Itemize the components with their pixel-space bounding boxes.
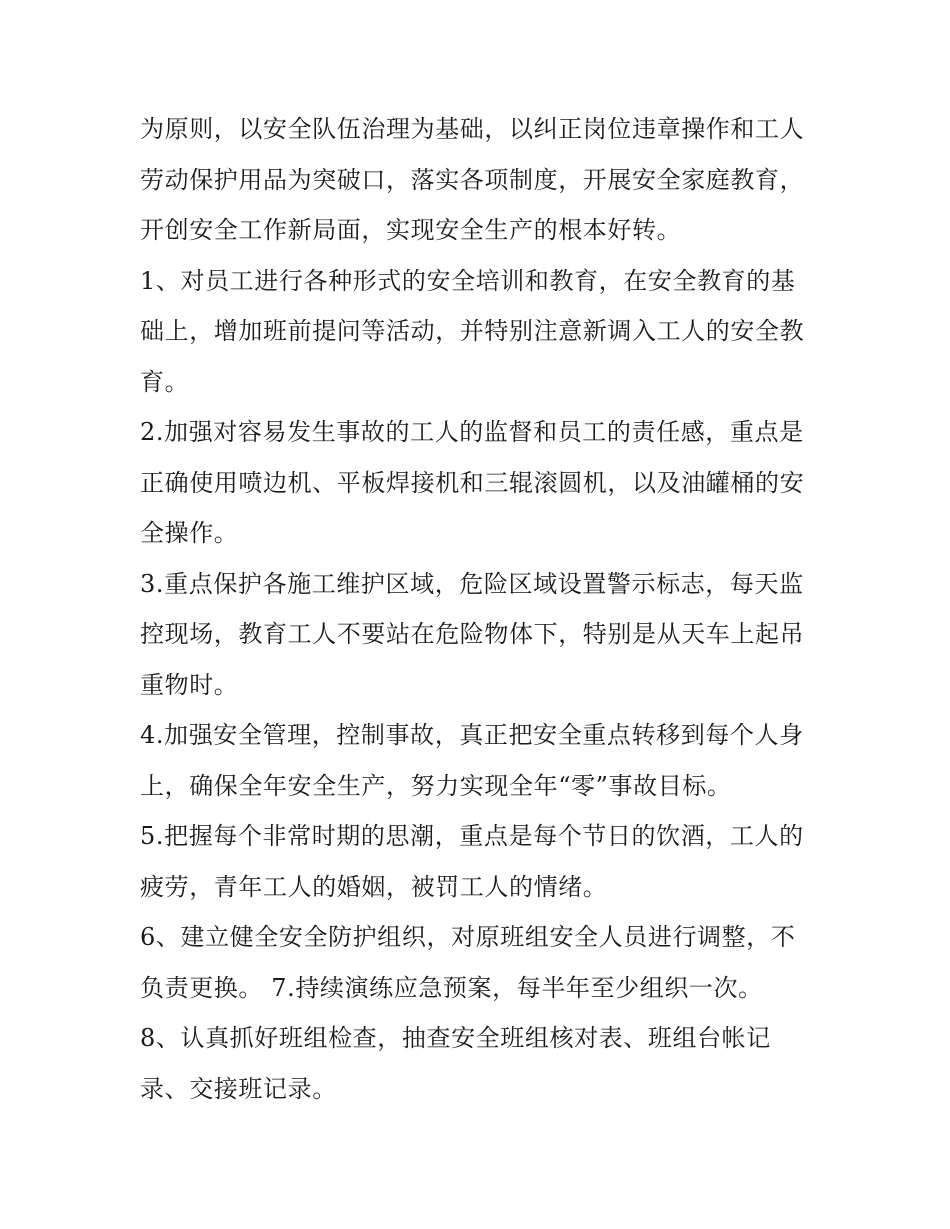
- text-line: 负责更换。 7.持续演练应急预案，每半年至少组织一次。: [140, 973, 763, 1002]
- text-line: 开创安全工作新局面，实现安全生产的根本好转。: [140, 216, 682, 244]
- text-line: 3.重点保护各施工维护区域，危险区域设置警示标志，每天监: [140, 569, 804, 598]
- text-line: 2.加强对容易发生事故的工人的监督和员工的责任感，重点是: [140, 418, 804, 446]
- text-line: 6、建立健全安全防护组织，对原班组安全人员进行调整，不: [140, 923, 796, 951]
- text-line: 全操作。: [140, 519, 239, 547]
- text-line: 8、认真抓好班组检查，抽查安全班组核对表、班组台帐记: [140, 1024, 771, 1052]
- text-line: 录、交接班记录。: [140, 1074, 337, 1103]
- text-line: 重物时。: [140, 670, 239, 699]
- text-line: 础上，增加班前提问等活动，并特别注意新调入工人的安全教: [140, 317, 805, 345]
- text-line: 劳动保护用品为突破口，落实各项制度，开展安全家庭教育，: [140, 165, 805, 194]
- text-line: 4.加强安全管理，控制事故，真正把安全重点转移到每个人身: [140, 721, 804, 749]
- text-line: 疲劳，青年工人的婚姻，被罚工人的情绪。: [140, 872, 608, 901]
- text-line: 正确使用喷边机、平板焊接机和三辊滚圆机，以及油罐桶的安: [140, 468, 805, 497]
- text-line: 1、对员工进行各种形式的安全培训和教育，在安全教育的基: [140, 266, 796, 295]
- text-line: 为原则，以安全队伍治理为基础，以纠正岗位违章操作和工人: [140, 115, 805, 143]
- text-line: 控现场，教育工人不要站在危险物体下，特别是从天车上起吊: [140, 620, 805, 648]
- text-line: 上，确保全年安全生产，努力实现全年“零”事故目标。: [140, 771, 732, 800]
- text-line: 5.把握每个非常时期的思潮，重点是每个节日的饮酒，工人的: [140, 822, 804, 850]
- text-line: 育。: [140, 367, 190, 396]
- document-body: [140, 104, 820, 1114]
